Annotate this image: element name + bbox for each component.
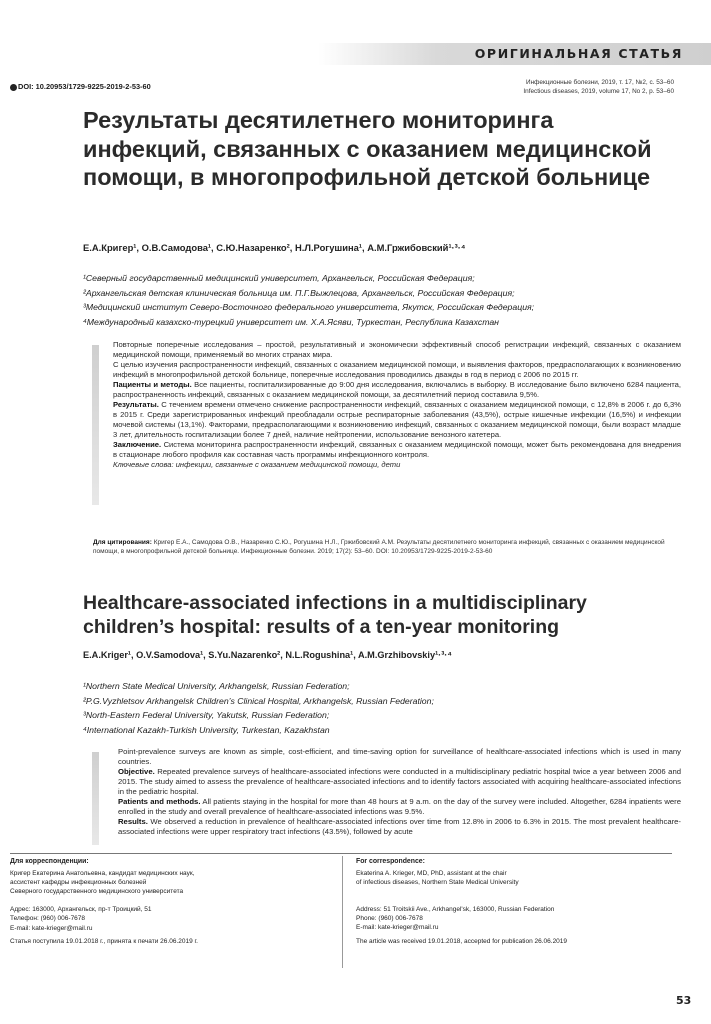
affiliation-ru-2: ²Архангельская детская клиническая больница им. П.Г.Выжлецова, Архангельск, Российская Федерация; <box>83 287 515 298</box>
corr-ru-address: Адрес: 163000, Архангельск, пр-т Троицкий, 51 <box>10 906 152 914</box>
authors-en: E.A.Kriger¹, O.V.Samodova¹, S.Yu.Nazarenko², N.L.Rogushina¹, A.M.Grzhibovskiy¹·³·⁴ <box>83 650 452 660</box>
affiliation-en-3: ³North-Eastern Federal University, Yakutsk, Russian Federation; <box>83 710 330 721</box>
methods-label-ru: Пациенты и методы. <box>113 380 192 389</box>
citation-block <box>93 538 681 557</box>
keywords-ru: Ключевые слова: инфекции, связанные с оказанием медицинской помощи, дети <box>113 460 401 469</box>
doi-value[interactable]: 10.20953/1729-9225-2019-2-53-60 <box>35 82 151 91</box>
abstract-en-intro: Point-prevalence surveys are known as simple, cost-efficient, and time-saving option for surveillance of healthcare-associated infections which is used in many countries. <box>118 747 681 766</box>
corr-ru-received: Статья поступила 19.01.2018 г., принята к печати 26.06.2019 г. <box>10 937 198 945</box>
article-title-en: Healthcare-associated infections in a multidisciplinary children’s hospital: results of a ten-year monitoring <box>83 592 587 638</box>
abstract-ru-methods: Пациенты и методы. Все пациенты, госпитализированные до 9:00 дня исследования, включались в выборку. В исследование было включено 6284 пациента, распространенность инфекций, связанных с оказанием медицинской помощи, за десятилетний период составила 9,5%. <box>113 380 681 399</box>
abstract-en-results: Results. We observed a reduction in prevalence of healthcare-associated infections over time from 12.8% in 2006 to 6.3% in 2015. The most prevalent healthcare-associated infections were upper respiratory tract infections (43.5%), followed by acute <box>118 817 681 836</box>
doi-prefix: DOI: <box>18 82 34 91</box>
affiliation-en-1: ¹Northern State Medical University, Arkhangelsk, Russian Federation; <box>83 681 350 691</box>
affiliations-en <box>83 679 673 737</box>
abstract-ru-aim: С целью изучения распространенности инфекций, связанных с оказанием медицинской помощи, и выявления факторов, предрасполагающих к возникновению инфекций в многопрофильной детской больнице, поперечные исследования проводились дважды в год в период с 2006 по 2015 гг. <box>113 360 681 379</box>
abstract-ru <box>113 340 681 470</box>
corr-en-email[interactable]: E-mail: kate-krieger@mail.ru <box>356 924 439 932</box>
corr-en-phone: Phone: (960) 006-7678 <box>356 915 423 923</box>
abstract-en <box>118 747 681 837</box>
corr-ru-line: Кригер Екатерина Анатольевна, кандидат медицинских наук, <box>10 870 195 878</box>
corr-ru-phone: Телефон: (960) 006-7678 <box>10 915 86 923</box>
corr-en-address: Address: 51 Troitskii Ave., Arkhangel'sk, 163000, Russian Federation <box>356 906 555 914</box>
corr-en-line: of infectious diseases, Northern State Medical University <box>356 879 519 887</box>
objective-label-en: Objective. <box>118 767 155 776</box>
corr-en-line: Ekaterina A. Krieger, MD, PhD, assistant at the chair <box>356 870 507 878</box>
abstract-ru-results: Результаты. С течением времени отмечено снижение распространенности инфекций, связанных с оказанием медицинской помощи, с 12,8% в 2006 г. до 6,3% в 2015 г. Среди зарегистрированных инфекций преобладали острые респираторные заболевания (43,5%), острые кишечные инфекции (16,5%) и инфекции мочевой системы (13,1%). Факторами, предрасполагающими к возникновению инфекций, связанных с оказанием медицинской помощи, были возраст младше 3 лет, длительность госпитализации более 7 дней, наличие нейтропении, использование венозного катетера. <box>113 400 681 439</box>
doi-icon <box>10 84 17 91</box>
abstract-ru-intro: Повторные поперечные исследования – простой, результативный и экономически эффективный способ регистрации инфекций, связанных с оказанием медицинской помощи, применяемый во многих странах мира. <box>113 340 681 359</box>
spacer <box>10 896 335 905</box>
affiliations-ru <box>83 271 673 330</box>
conclusion-label-ru: Заключение. <box>113 440 162 449</box>
journal-en: Infectious diseases, 2019, volume 17, No 2, p. 53–60 <box>523 88 674 95</box>
article-title-ru: Результаты десятилетнего мониторинга инфекций, связанных с оказанием медицинской помощи, в многопрофильной детской больнице <box>83 107 652 190</box>
corr-ru-line: Северного государственного медицинского университета <box>10 888 184 896</box>
page-number: 53 <box>676 994 692 1007</box>
footer-divider <box>10 853 672 854</box>
correspondence-heading-en: For correspondence: <box>356 858 425 865</box>
authors-ru: Е.А.Кригер¹, О.В.Самодова¹, С.Ю.Назаренко², Н.Л.Рогушина¹, А.М.Гржибовский¹·³·⁴ <box>83 242 466 253</box>
section-banner <box>318 43 711 65</box>
methods-label-en: Patients and methods. <box>118 797 201 806</box>
journal-info <box>523 78 674 96</box>
results-label-en: Results. <box>118 817 148 826</box>
affiliation-en-4: ⁴International Kazakh-Turkish University, Turkestan, Kazakhstan <box>83 724 330 735</box>
correspondence-ru <box>10 857 335 946</box>
affiliation-ru-3: ³Медицинский институт Северо-Восточного федерального университета, Якутск, Российская Федерация; <box>83 302 535 313</box>
corr-ru-line: ассистент кафедры инфекционных болезней <box>10 879 147 887</box>
abstract-ru-conclusion: Заключение. Система мониторинга распространенности инфекций, связанных с оказанием медицинской помощи, может быть рекомендована для внедрения в стационаре любого профиля как составная часть программы инфекционного контроля. <box>113 440 681 459</box>
affiliation-ru-1: ¹Северный государственный медицинский университет, Архангельск, Российская Федерация; <box>83 273 475 283</box>
citation-text: Кригер Е.А., Самодова О.В., Назаренко С.Ю., Рогушина Н.Л., Гржибовский А.М. Результаты десятилетнего мониторинга инфекций, связанных с оказанием медицинской помощи, в многопрофильной детской больнице. Инфекционные болезни. 2019; 17(2): 53–60. DOI: 10.20953/1729-9225-2019-2-53-60 <box>93 539 665 556</box>
abstract-side-bar-en <box>92 752 99 845</box>
spacer <box>356 887 681 905</box>
affiliation-en-2: ²P.G.Vyzhletsov Arkhangelsk Children’s Clinical Hospital, Arkhangelsk, Russian Federation; <box>83 695 434 706</box>
corr-en-received: The article was received 19.01.2018, accepted for publication 26.06.2019 <box>356 937 568 945</box>
footer-column-divider <box>342 856 343 968</box>
citation-label: Для цитирования: <box>93 539 152 546</box>
correspondence-heading-ru: Для корреспонденции: <box>10 858 89 865</box>
affiliation-ru-4: ⁴Международный казахско-турецкий университет им. Х.А.Ясяви, Туркестан, Республика Казахстан <box>83 317 499 328</box>
doi-line <box>10 82 151 91</box>
abstract-en-methods: Patients and methods. All patients staying in the hospital for more than 48 hours at 9 a.m. on the day of the survey were included. Altogether, 6284 inpatients were enrolled in the study and overall prevalence of healthcare-associated infections was 9.5%. <box>118 797 681 816</box>
abstract-side-bar-ru <box>92 345 99 505</box>
abstract-en-objective: Objective. Repeated prevalence surveys of healthcare-associated infections were conducted in a multidisciplinary pediatric hospital twice a year between 2006 and 2015. The study aimed to assess the prevalence of healthcare-associated infections and to identify factors associated with acquiring healthcare-associated infections in the pediatric hospital. <box>118 767 681 796</box>
correspondence-en <box>356 857 681 946</box>
results-label-ru: Результаты. <box>113 400 159 409</box>
corr-ru-email[interactable]: E-mail: kate-krieger@mail.ru <box>10 924 93 932</box>
section-label: ОРИГИНАЛЬНАЯ СТАТЬЯ <box>474 46 683 61</box>
journal-ru: Инфекционные болезни, 2019, т. 17, №2, с. 53–60 <box>526 79 674 86</box>
